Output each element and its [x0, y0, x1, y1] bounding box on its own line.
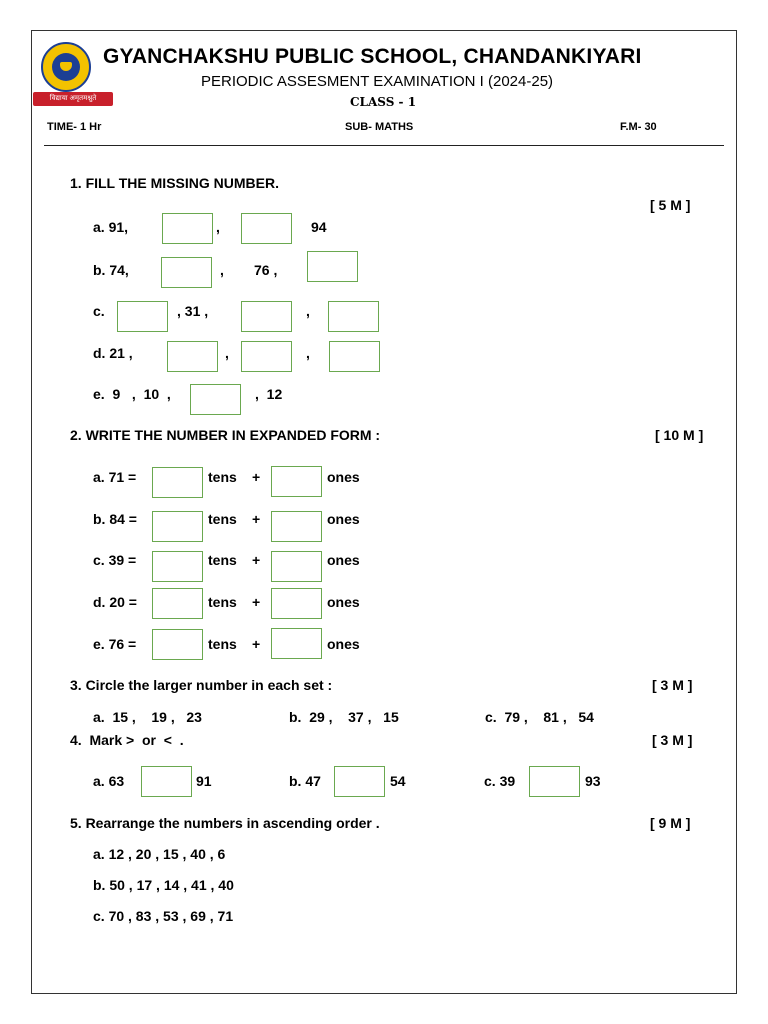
- q2e-plus: +: [252, 636, 261, 652]
- q2a-ones-box[interactable]: [271, 466, 322, 497]
- q4a-box[interactable]: [141, 766, 192, 797]
- q2e-label: e. 76 =: [93, 636, 137, 652]
- q2b-tens-box[interactable]: [152, 511, 203, 542]
- q1a-end: 94: [311, 219, 327, 235]
- q2a-ones-label: ones: [327, 469, 360, 485]
- exam-title: PERIODIC ASSESMENT EXAMINATION I (2024-25): [201, 73, 554, 90]
- q2b-label: b. 84 =: [93, 511, 137, 527]
- q1b-comma: ,: [220, 262, 224, 278]
- q1-marks: [ 5 M ]: [650, 197, 691, 213]
- q4a-end: 91: [196, 773, 212, 789]
- q1b-label: b. 74,: [93, 262, 129, 278]
- class-label: CLASS - 1: [350, 95, 417, 109]
- q1c-mid: , 31 ,: [177, 303, 209, 319]
- q1b-mid: 76 ,: [254, 262, 278, 278]
- q3-marks: [ 3 M ]: [652, 677, 693, 693]
- q5-marks: [ 9 M ]: [650, 815, 691, 831]
- time-label: TIME- 1 Hr: [47, 121, 102, 133]
- q4a-label: a. 63: [93, 773, 125, 789]
- q2c-plus: +: [252, 552, 261, 568]
- q2-title: 2. WRITE THE NUMBER IN EXPANDED FORM :: [70, 427, 381, 443]
- q1c-label: c.: [93, 303, 105, 319]
- q1d-box-2[interactable]: [241, 341, 292, 372]
- q1c-comma: ,: [306, 303, 310, 319]
- q2c-ones-box[interactable]: [271, 551, 322, 582]
- q5c-list: c. 70 , 83 , 53 , 69 , 71: [93, 908, 234, 924]
- q1d-comma-1: ,: [225, 345, 229, 361]
- q2d-ones-label: ones: [327, 594, 360, 610]
- q1d-box-1[interactable]: [167, 341, 218, 372]
- q4b-box[interactable]: [334, 766, 385, 797]
- q3c-set: c. 79 , 81 , 54: [485, 709, 594, 725]
- school-name: GYANCHAKSHU PUBLIC SCHOOL, CHANDANKIYARI: [103, 45, 642, 68]
- q2d-ones-box[interactable]: [271, 588, 322, 619]
- q2c-ones-label: ones: [327, 552, 360, 568]
- q4c-end: 93: [585, 773, 601, 789]
- q4c-box[interactable]: [529, 766, 580, 797]
- logo-ribbon: विद्याया अमृतमश्नुते: [33, 92, 113, 106]
- q2c-tens-box[interactable]: [152, 551, 203, 582]
- q1d-box-3[interactable]: [329, 341, 380, 372]
- q1e-box[interactable]: [190, 384, 241, 415]
- q1b-box-2[interactable]: [307, 251, 358, 282]
- q2e-tens-box[interactable]: [152, 629, 203, 660]
- q2d-plus: +: [252, 594, 261, 610]
- q2d-tens-label: tens: [208, 594, 237, 610]
- q1d-comma-2: ,: [306, 345, 310, 361]
- subject-label: SUB- MATHS: [345, 121, 414, 133]
- full-marks-label: F.M- 30: [620, 121, 657, 133]
- q2b-ones-label: ones: [327, 511, 360, 527]
- q3a-set: a. 15 , 19 , 23: [93, 709, 202, 725]
- q1e-end: , 12: [255, 386, 283, 402]
- q2d-tens-box[interactable]: [152, 588, 203, 619]
- q4-marks: [ 3 M ]: [652, 732, 693, 748]
- q3-title: 3. Circle the larger number in each set :: [70, 677, 333, 693]
- q2a-plus: +: [252, 469, 261, 485]
- q2a-tens-box[interactable]: [152, 467, 203, 498]
- q4b-end: 54: [390, 773, 406, 789]
- q2e-ones-box[interactable]: [271, 628, 322, 659]
- q5a-list: a. 12 , 20 , 15 , 40 , 6: [93, 846, 226, 862]
- q2c-tens-label: tens: [208, 552, 237, 568]
- q2b-plus: +: [252, 511, 261, 527]
- q2d-label: d. 20 =: [93, 594, 137, 610]
- q1c-box-2[interactable]: [241, 301, 292, 332]
- q5-title: 5. Rearrange the numbers in ascending order .: [70, 815, 380, 831]
- q2e-tens-label: tens: [208, 636, 237, 652]
- q2-marks: [ 10 M ]: [655, 427, 704, 443]
- q2e-ones-label: ones: [327, 636, 360, 652]
- school-logo-icon: [41, 42, 91, 92]
- q2b-ones-box[interactable]: [271, 511, 322, 542]
- q1d-label: d. 21 ,: [93, 345, 133, 361]
- q1e-label: e. 9 , 10 ,: [93, 386, 171, 402]
- q5b-list: b. 50 , 17 , 14 , 41 , 40: [93, 877, 234, 893]
- q1b-box-1[interactable]: [161, 257, 212, 288]
- q1c-box-1[interactable]: [117, 301, 168, 332]
- q4-title: 4. Mark > or < .: [70, 732, 184, 748]
- q1-title: 1. FILL THE MISSING NUMBER.: [70, 175, 279, 191]
- q2b-tens-label: tens: [208, 511, 237, 527]
- q1c-box-3[interactable]: [328, 301, 379, 332]
- q4b-label: b. 47: [289, 773, 321, 789]
- q2a-tens-label: tens: [208, 469, 237, 485]
- q1a-comma: ,: [216, 219, 220, 235]
- q1a-box-1[interactable]: [162, 213, 213, 244]
- q3b-set: b. 29 , 37 , 15: [289, 709, 399, 725]
- q1a-label: a. 91,: [93, 219, 129, 235]
- header-divider: [44, 145, 724, 146]
- q1a-box-2[interactable]: [241, 213, 292, 244]
- q2c-label: c. 39 =: [93, 552, 137, 568]
- q4c-label: c. 39: [484, 773, 516, 789]
- q2a-label: a. 71 =: [93, 469, 137, 485]
